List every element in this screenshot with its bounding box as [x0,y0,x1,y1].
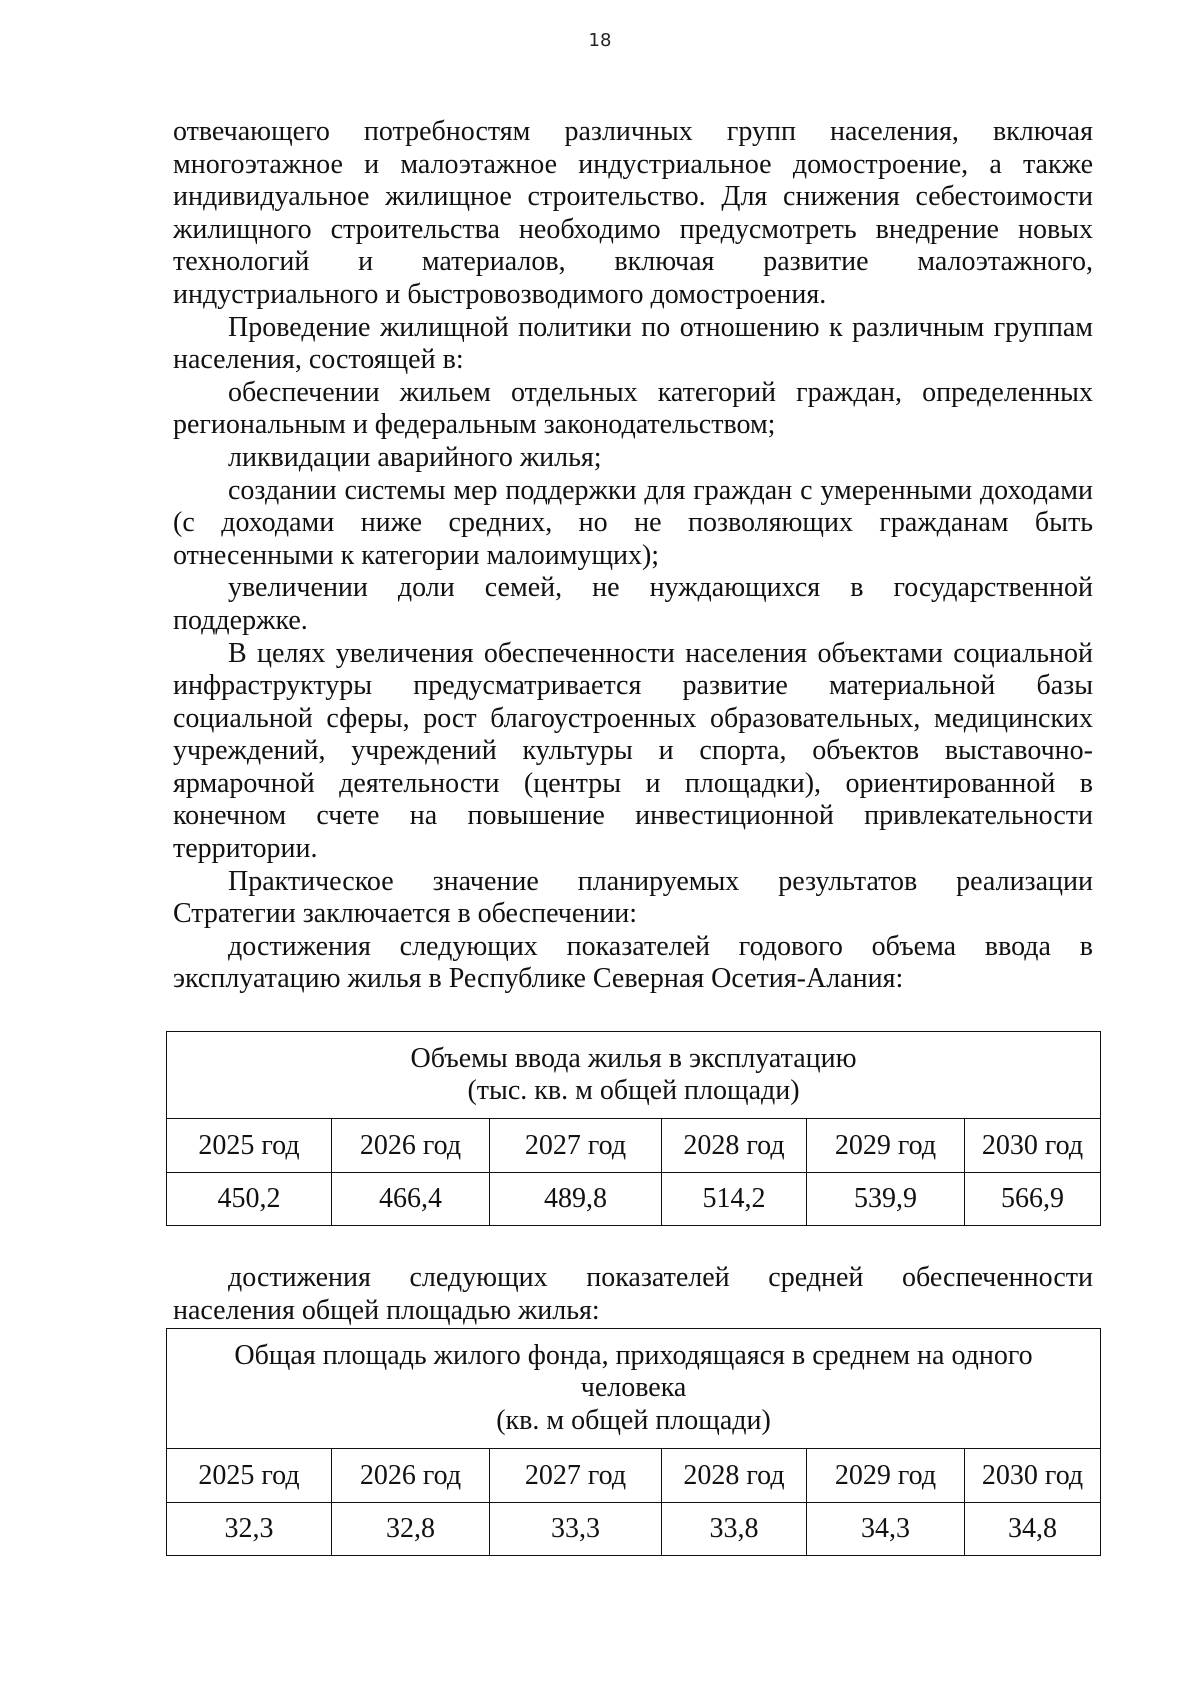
paragraph: обеспечении жильем отдельных категорий граждан, определенных региональным и федеральным законодательством; [173,376,1093,441]
value-cell: 450,2 [167,1173,332,1226]
value-cell: 34,3 [807,1503,965,1556]
page-number: 18 [588,30,612,51]
paragraph: Проведение жилищной политики по отношению к различным группам населения, состоящей в: [173,311,1093,376]
value-cell: 33,8 [662,1503,807,1556]
table-title-unit: (кв. м общей площади) [496,1404,771,1436]
value-cell: 566,9 [965,1173,1101,1226]
value-cell: 466,4 [332,1173,490,1226]
value-cell: 34,8 [965,1503,1101,1556]
table-row [167,1503,1101,1556]
table-title [167,1032,1101,1119]
year-cell: 2029 год [807,1119,965,1173]
paragraph: Практическое значение планируемых результатов реализации Стратегии заключается в обеспечении: [173,865,1093,930]
value-cell: 514,2 [662,1173,807,1226]
year-cell: 2027 год [490,1119,662,1173]
value-cell: 33,3 [490,1503,662,1556]
table-row [167,1173,1101,1226]
value-cell: 489,8 [490,1173,662,1226]
paragraph: ликвидации аварийного жилья; [228,441,602,473]
year-cell: 2028 год [662,1119,807,1173]
year-cell: 2029 год [807,1449,965,1503]
paragraph: создании системы мер поддержки для граждан с умеренными доходами (с доходами ниже средних, но не позволяющих гражданам быть отнесенными к категории малоимущих); [173,474,1093,571]
paragraph: достижения следующих показателей годового объема ввода в эксплуатацию жилья в Республике Северная Осетия-Алания: [173,930,1093,995]
paragraph: достижения следующих показателей средней обеспеченности населения общей площадью жилья: [173,1262,1093,1326]
body-text-between [173,1262,1093,1327]
housing-per-capita-table [166,1328,1101,1556]
year-cell: 2027 год [490,1449,662,1503]
table-title-unit: (тыс. кв. м общей площади) [467,1075,800,1106]
value-cell: 32,3 [167,1503,332,1556]
table-title-line: человека [580,1372,687,1404]
year-cell: 2026 год [332,1449,490,1503]
year-cell: 2030 год [965,1119,1101,1173]
body-text [173,116,1093,996]
paragraph: увеличении доли семей, не нуждающихся в государственной поддержке. [173,572,1093,636]
table-title [167,1329,1101,1449]
paragraph: отвечающего потребностям различных групп населения, включая многоэтажное и малоэтажное индустриальное домостроение, а также индивидуальное жилищное строительство. Для снижения себестоимости жилищного строительства необходимо предусмотреть внедрение новых технологий и материалов, включая развитие малоэтажного, индустриального и быстровозводимого домостроения. [173,116,1093,310]
housing-commissioning-table [166,1031,1101,1226]
year-cell: 2025 год [167,1449,332,1503]
year-cell: 2025 год [167,1119,332,1173]
table-title-line: Объемы ввода жилья в эксплуатацию [410,1042,857,1074]
value-cell: 32,8 [332,1503,490,1556]
table-header-row [167,1449,1101,1503]
paragraph: В целях увеличения обеспеченности населения объектами социальной инфраструктуры предусматривается развитие материальной базы социальной сферы, рост благоустроенных образовательных, медицинских учреждений, учреждений культуры и спорта, объектов выставочно-ярмарочной деятельности (центры и площадки), ориентированной в конечном счете на повышение инвестиционной привлекательности территории. [173,637,1093,865]
year-cell: 2028 год [662,1449,807,1503]
year-cell: 2026 год [332,1119,490,1173]
table-header-row [167,1119,1101,1173]
table-title-line: Общая площадь жилого фонда, приходящаяся в среднем на одного [234,1339,1033,1371]
year-cell: 2030 год [965,1449,1101,1503]
value-cell: 539,9 [807,1173,965,1226]
